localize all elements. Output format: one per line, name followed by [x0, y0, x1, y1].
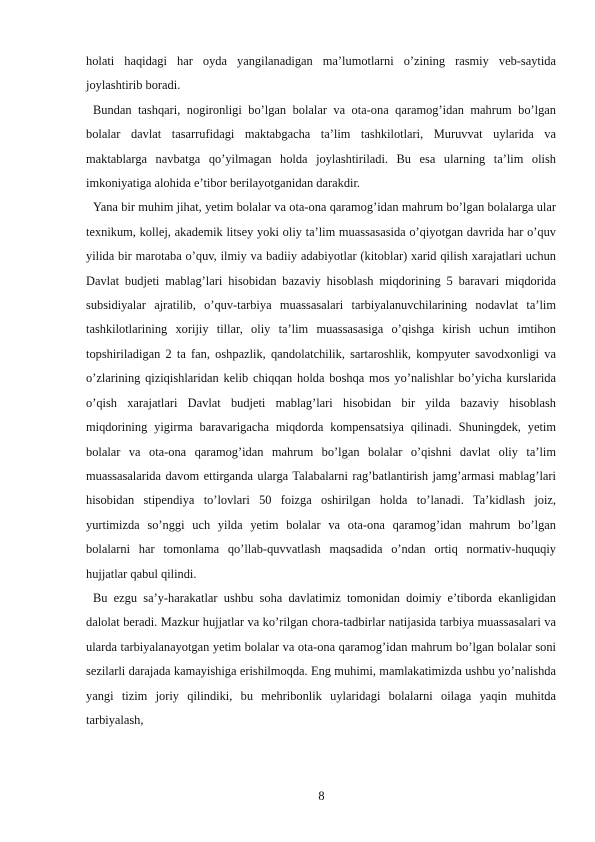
paragraph-continuation: holati haqidagi har oyda yangilanadigan ma’lumotlarni o’zining rasmiy veb-saytida joylashtirib boradi. — [86, 54, 556, 93]
paragraph-subsidies: Yana bir muhim jihat, yetim bolalar va ota-ona qaramog’idan mahrum bo’lgan bolalarga ular texnikum, kollej, akademik litsey yoki oliy ta’lim muassasasida o’qiyotgan davrida har o’quv yilida bir marotaba o’quv, ilmiy va badiiy adabiyotlar (kitoblar) xarid qilish xarajatlari uchun Davlat budjeti mablag’lari hisobidan bazaviy hisoblash miqdorining 5 baravari miqdorida subsidiyalar ajratilib, o’quv-tarbiya muassasalari tarbiyalanuvchilarining nodavlat ta’lim tashkilotlarining xorijiy tillar, oliy ta’lim muassasasiga o’qishga kirish uchun imtihon topshiriladigan 2 ta fan, oshpazlik, qandolatchilik, sartaroshlik, kompyuter savodxonligi va o’zlarining qiziqishlaridan kelib chiqqan holda boshqa mos yo’nalishlar bo’yicha kurslarida o’qish xarajatlari Davlat budjeti mablag’lari hisobidan bir yilda bazaviy hisoblash miqdorining yigirma baravarigacha miqdorda kompensatsiya qilinadi. Shuningdek, yetim bolalar va ota-ona qaramog’idan mahrum bo’lgan bolalar o’qishni davlat oliy ta’lim muassasalarida davom ettirganda ularga Talabalarni rag’batlantirish jamg’armasi mablag’lari hisobidan stipendiya to’lovlari 50 foizga oshirilgan holda to’lanadi. Ta’kidlash joiz, yurtimizda so’nggi uch yilda yetim bolalar va ota-ona qaramog’idan mahrum bo’lgan bolalarni har tomonlama qo’llab-quvvatlash maqsadida o’ndan ortiq normativ-huquqiy hujjatlar qabul qilindi. — [86, 200, 556, 581]
page-number: 8 — [318, 789, 325, 803]
document-page — [86, 49, 556, 732]
paragraph-education-access: Bundan tashqari, nogironligi bo’lgan bolalar va ota-ona qaramog’idan mahrum bo’lgan bolalar davlat tasarrufidagi maktabgacha ta’lim tashkilotlari, Muruvvat uylarida va maktablarga navbatga qo’yilmagan holda joylashtiriladi. Bu esa ularning ta’lim olish imkoniyatiga alohida e’tibor berilayotganidan darakdir. — [86, 102, 556, 191]
paragraph-state-attention: Bu ezgu sa’y-harakatlar ushbu soha davlatimiz tomonidan doimiy e’tiborda ekanligidan dalolat beradi. Mazkur hujjatlar va ko’rilgan chora-tadbirlar natijasida tarbiya muassasalari va ularda tarbiyalanayotgan yetim bolalar va ota-ona qaramog’idan mahrum bo’lgan bolalar soni sezilarli darajada kamayishiga erishilmoqda. Eng muhimi, mamlakatimizda ushbu yo’nalishda yangi tizim joriy qilindiki, bu mehribonlik uylaridagi bolalarni oilaga yaqin muhitda tarbiyalash, — [86, 590, 556, 727]
